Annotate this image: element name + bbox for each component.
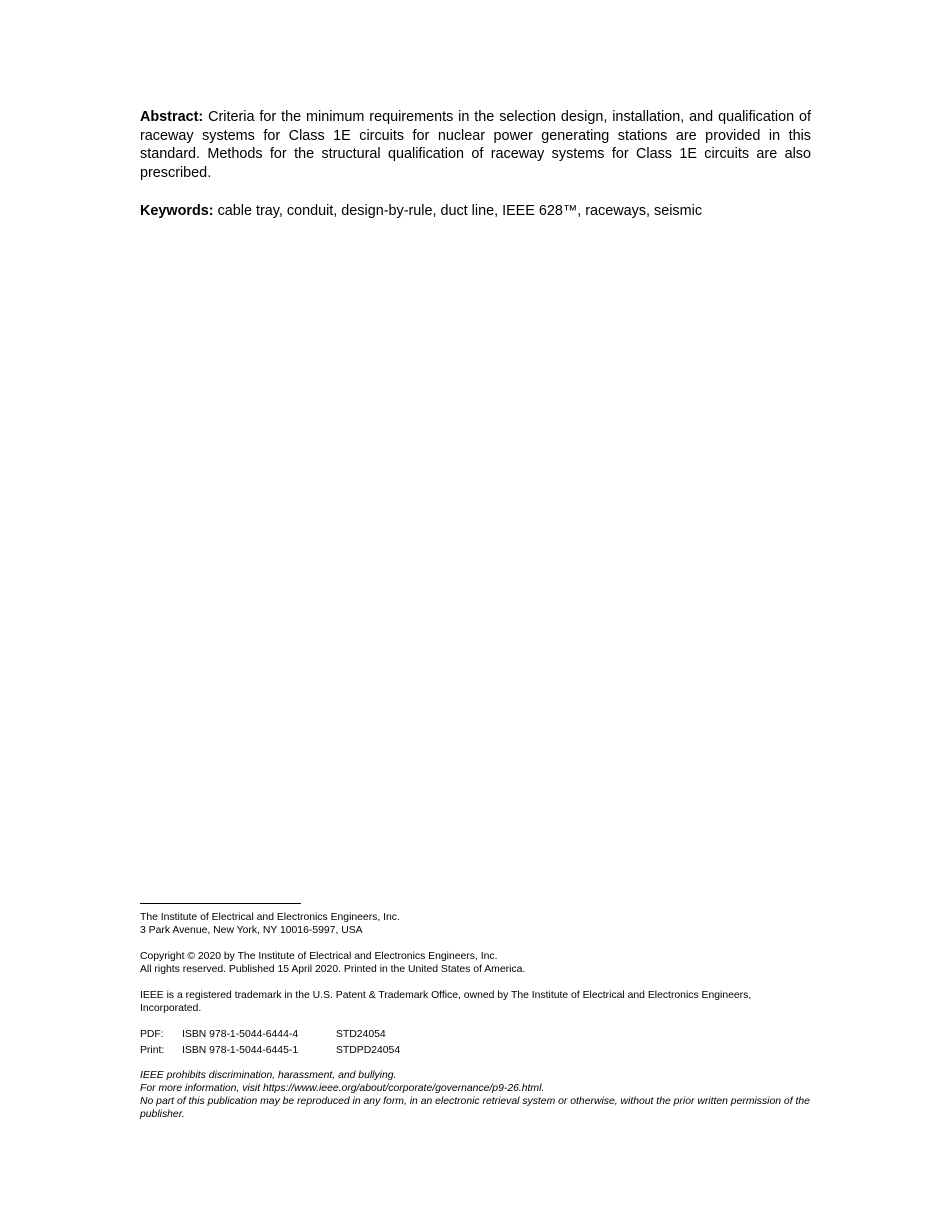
keywords-label: Keywords: <box>140 203 214 219</box>
isbn-table <box>140 1027 400 1058</box>
isbn-row-pdf <box>140 1027 400 1043</box>
abstract-label: Abstract: <box>140 109 204 125</box>
publisher-address: 3 Park Avenue, New York, NY 10016-5997, USA <box>140 925 363 936</box>
isbn-code: STDPD24054 <box>336 1044 401 1056</box>
policy-line-1: IEEE prohibits discrimination, harassment, and bullying. <box>140 1070 397 1081</box>
isbn-format: PDF: <box>140 1029 164 1040</box>
abstract-paragraph <box>140 108 811 182</box>
copyright-notice <box>140 950 811 976</box>
copyright-line-2: All rights reserved. Published 15 April 2020. Printed in the United States of America. <box>140 964 526 975</box>
copyright-line-1: Copyright © 2020 by The Institute of Electrical and Electronics Engineers, Inc. <box>140 951 498 962</box>
isbn-row-print <box>140 1043 400 1059</box>
isbn-number: ISBN 978-1-5044-6444-4 <box>182 1029 299 1040</box>
keywords-paragraph <box>140 202 811 221</box>
publisher-info <box>140 911 811 937</box>
policy-line-3: No part of this publication may be reproduced in any form, in an electronic retrieval system or otherwise, without the prior written permission of the publisher. <box>140 1096 810 1120</box>
footnote-divider <box>140 903 301 904</box>
policy-line-2: For more information, visit https://www.ieee.org/about/corporate/governance/p9-26.html. <box>140 1083 545 1094</box>
publisher-name: The Institute of Electrical and Electronics Engineers, Inc. <box>140 912 400 923</box>
isbn-number: ISBN 978-1-5044-6445-1 <box>182 1044 299 1056</box>
policy-notice <box>140 1069 811 1121</box>
isbn-code: STD24054 <box>336 1029 386 1040</box>
isbn-format: Print: <box>140 1044 165 1056</box>
abstract-text: Criteria for the minimum requirements in the selection design, installation, and qualification of raceway systems for Class 1E circuits for nuclear power generating stations are provided in this standard. Methods for the structural qualification of raceway systems for Class 1E circuits are also prescribed. <box>140 109 811 181</box>
trademark-notice: IEEE is a registered trademark in the U.S. Patent & Trademark Office, owned by The Institute of Electrical and Electronics Engineers, Incorporated. <box>140 990 752 1014</box>
keywords-text: cable tray, conduit, design-by-rule, duct line, IEEE 628™, raceways, seismic <box>213 203 703 219</box>
